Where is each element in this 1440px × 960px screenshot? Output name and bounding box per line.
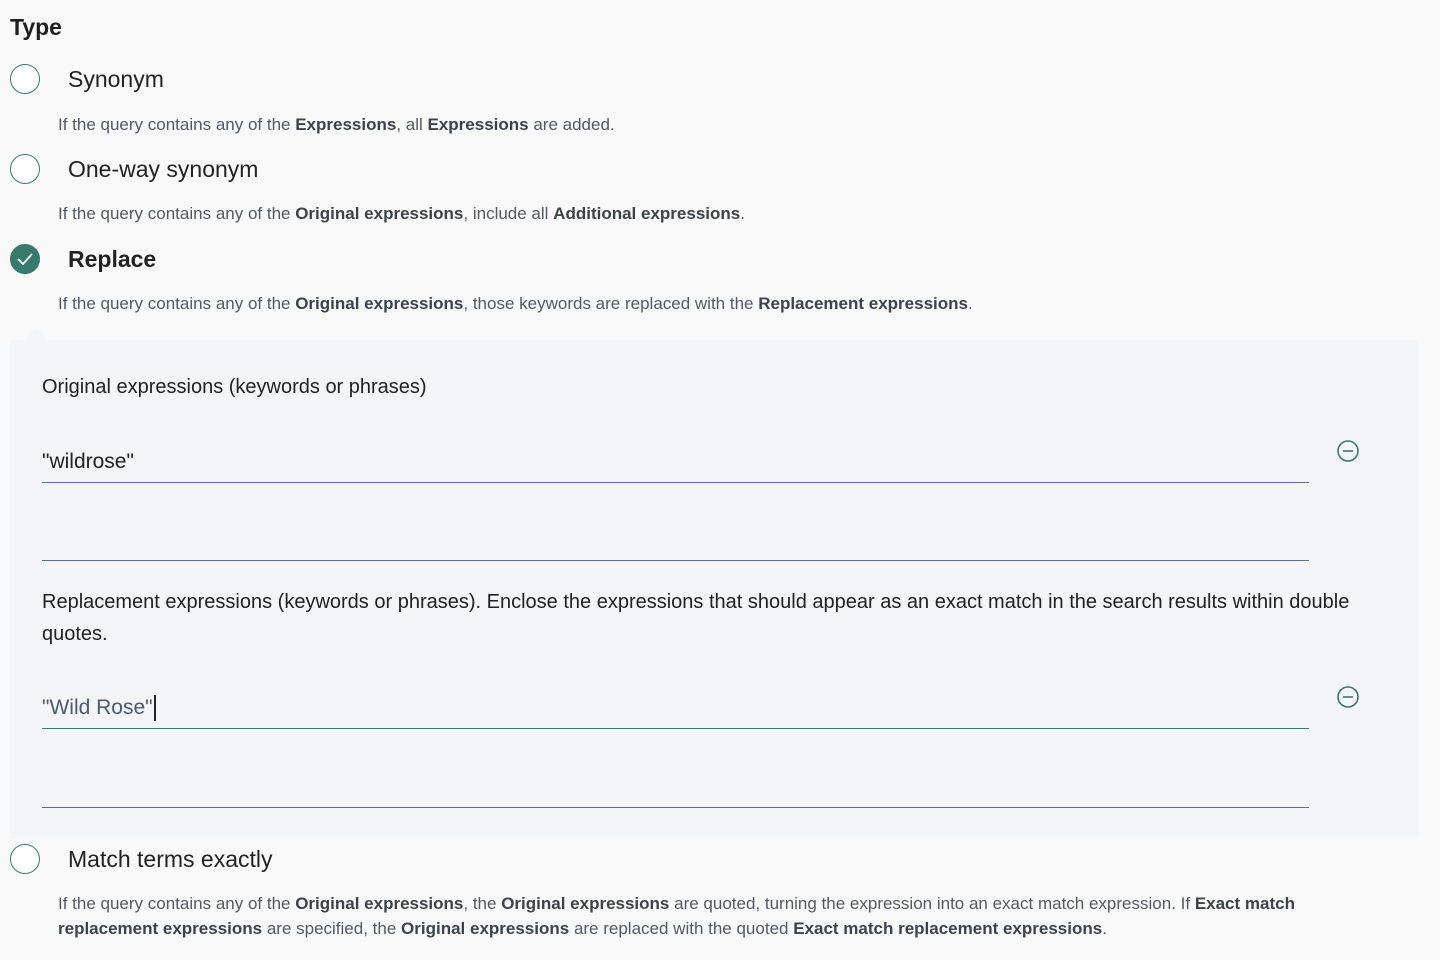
description-text: . — [740, 204, 745, 223]
one-way-synonym-radio[interactable] — [10, 154, 40, 184]
emphasized-term: Original expressions — [401, 919, 570, 938]
check-icon — [17, 252, 33, 266]
description-text: , the — [463, 894, 502, 913]
original-expressions-label: Original expressions (keywords or phrases) — [42, 376, 427, 398]
emphasized-term: Additional expressions — [553, 204, 741, 223]
panel-notch — [24, 328, 48, 340]
option-description — [58, 891, 1378, 941]
replacement-value: "Wild Rose" — [42, 696, 153, 719]
option-label: One-way synonym — [68, 156, 259, 182]
replacement-expression-input-empty[interactable] — [42, 767, 1309, 808]
option-label: Replace — [68, 246, 157, 272]
description-text: If the query contains any of the — [58, 894, 296, 913]
description-text: , those keywords are replaced with the — [463, 294, 759, 313]
original-expression-input[interactable]: "wildrose" — [42, 442, 1309, 483]
option-label: Synonym — [68, 66, 164, 92]
option-label: Match terms exactly — [68, 846, 273, 872]
remove-replacement-expression-icon[interactable] — [1337, 686, 1359, 708]
synonym-radio[interactable] — [10, 64, 40, 94]
description-text: , all — [396, 115, 428, 134]
option-description — [58, 112, 1378, 137]
description-text: . — [1102, 919, 1107, 938]
description-text: If the query contains any of the — [58, 115, 296, 134]
emphasized-term: Original expressions — [295, 294, 464, 313]
emphasized-term: Replacement expressions — [758, 294, 968, 313]
description-text: are added. — [528, 115, 615, 134]
type-heading: Type — [10, 14, 62, 40]
emphasized-term: Original expressions — [295, 894, 464, 913]
emphasized-term: Expressions — [427, 115, 529, 134]
description-text: are replaced with the quoted — [569, 919, 794, 938]
match-terms-exactly-radio[interactable] — [10, 844, 40, 874]
description-text: , include all — [463, 204, 554, 223]
replace-settings-panel — [10, 340, 1418, 838]
replace-radio[interactable] — [10, 244, 40, 274]
option-description — [58, 291, 1378, 316]
description-text: If the query contains any of the — [58, 294, 296, 313]
emphasized-term: Expressions — [295, 115, 397, 134]
description-text: If the query contains any of the — [58, 204, 296, 223]
emphasized-term: Exact match replacement expressions — [58, 894, 1295, 938]
description-text: . — [967, 294, 973, 313]
original-expression-input-empty[interactable] — [42, 520, 1309, 561]
replacement-expression-input[interactable] — [42, 688, 1309, 729]
emphasized-term: Original expressions — [295, 204, 464, 223]
emphasized-term: Exact match replacement expressions — [793, 919, 1103, 938]
replacement-expressions-label: Replacement expressions (keywords or phrases). Enclose the expressions that should appear as an exact match in the search results within double quotes. — [42, 591, 1350, 645]
emphasized-term: Original expressions — [501, 894, 670, 913]
description-text: are quoted, turning the expression into an exact match expression. If — [669, 894, 1195, 913]
remove-original-expression-icon[interactable] — [1337, 440, 1359, 462]
option-description — [58, 201, 1378, 226]
description-text: are specified, the — [262, 919, 402, 938]
text-cursor — [154, 695, 156, 721]
